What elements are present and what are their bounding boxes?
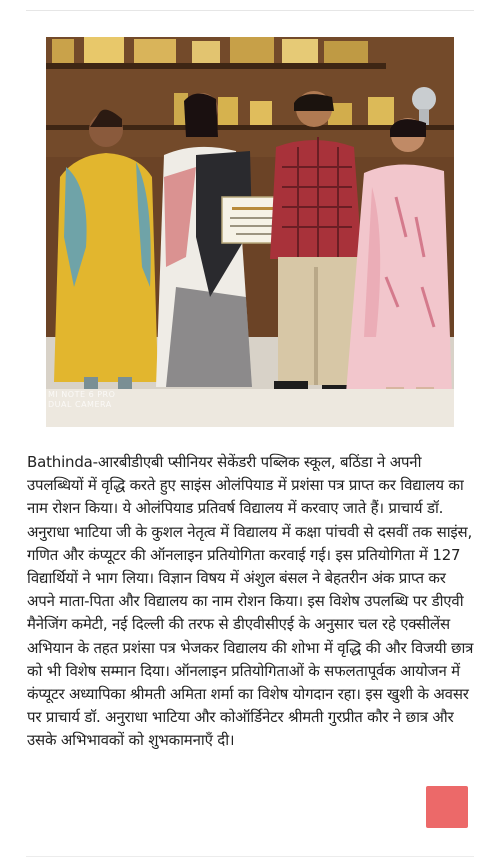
bottom-divider	[26, 856, 474, 857]
article-body: Bathinda-आरबीडीएबी प्सीनियर सेकेंडरी पब्लिक स्कूल, बठिंडा ने अपनी उपलब्धियों में वृद्धि करते हुए साइंस ओलंपियाड में प्रशंसा पत्र प्राप्त कर विद्यालय का नाम रोशन किया। ये ओलंपियाड प्रतिवर्ष विद्यालय में करवाए जाते हैं। प्राचार्य डॉ. अनुराधा भाटिया जी के कुशल नेतृत्व में विद्यालय में कक्षा पांचवी से दसवीं तक साइंस, गणित और कंप्यूटर की ऑनलाइन प्रतियोगिता करवाई गई। इस प्रतियोगिता में 127 विद्यार्थियों ने भाग लिया। विज्ञान विषय में अंशुल बंसल ने बेहतरीन अंक प्राप्त कर अपने माता-पिता और विद्यालय का नाम रोशन किया। इस विशेष उपलब्धि पर डीएवी मैनेजिंग कमेटी, नई दिल्ली की तरफ से डीएवीसीएई के अनुसार चल रहे एक्सीलेंस अभियान के तहत प्रशंसा पत्र भेजकर विद्यालय की शोभा में वृद्धि की और विजयी छात्र को भी विशेष सम्मान दिया। ऑनलाइन प्रतियोगिताओं के सफलतापूर्वक आयोजन में कंप्यूटर अध्यापिका श्रीमती अमिता शर्मा का विशेष योगदान रहा। इस खुशी के अवसर पर प्राचार्य डॉ. अनुराधा भाटिया और कोऑर्डिनेटर श्रीमती गुरप्रीत कौर ने छात्र और उसके अभिभावकों को शुभकामनाएँ दी।	[27, 453, 474, 750]
camera-watermark	[48, 390, 128, 410]
watermark-line-2: DUAL CAMERA	[48, 400, 112, 409]
scroll-to-top-button[interactable]	[426, 786, 468, 828]
top-divider	[26, 10, 474, 11]
watermark-line-1: MI NOTE 6 PRO	[48, 390, 116, 399]
article-photo	[46, 37, 454, 427]
